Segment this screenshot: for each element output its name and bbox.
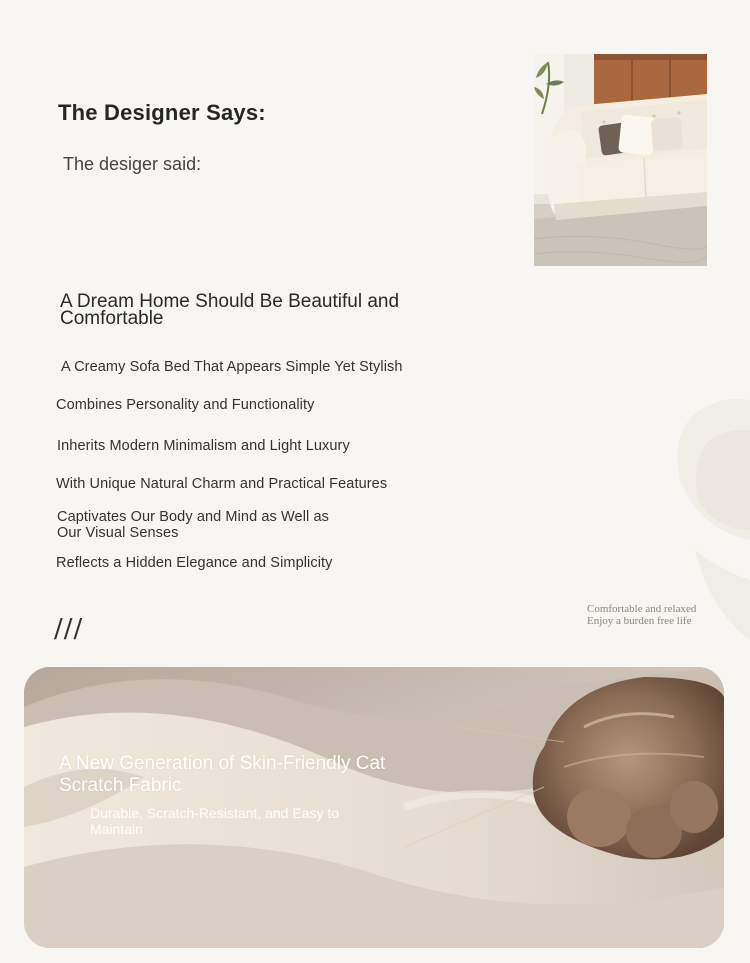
- fabric-banner: [24, 667, 724, 948]
- slash-divider: ///: [54, 614, 84, 644]
- section-title: A Dream Home Should Be Beautiful and Comfortable: [60, 291, 400, 329]
- feature-line: Reflects a Hidden Elegance and Simplicity: [56, 555, 333, 571]
- fabric-title: A New Generation of Skin-Friendly Cat Scratch Fabric: [59, 753, 386, 796]
- tagline: [587, 603, 696, 627]
- tagline-line-2: Enjoy a burden free life: [587, 615, 692, 627]
- feature-line: Inherits Modern Minimalism and Light Luxury: [57, 438, 350, 454]
- feature-line: A Creamy Sofa Bed That Appears Simple Yet Stylish: [61, 359, 403, 375]
- feature-line: Captivates Our Body and Mind as Well as Our Visual Senses: [57, 509, 330, 541]
- feature-line: Combines Personality and Functionality: [56, 397, 315, 413]
- designer-subheading: The desiger said:: [63, 154, 202, 174]
- designer-heading: The Designer Says:: [58, 100, 266, 125]
- feature-line: With Unique Natural Charm and Practical Features: [56, 476, 388, 492]
- fabric-subtitle: Durable, Scratch-Resistant, and Easy to Maintain: [90, 805, 340, 837]
- sofa-room-photo: [534, 54, 707, 266]
- tagline-line-1: Comfortable and relaxed: [587, 603, 697, 615]
